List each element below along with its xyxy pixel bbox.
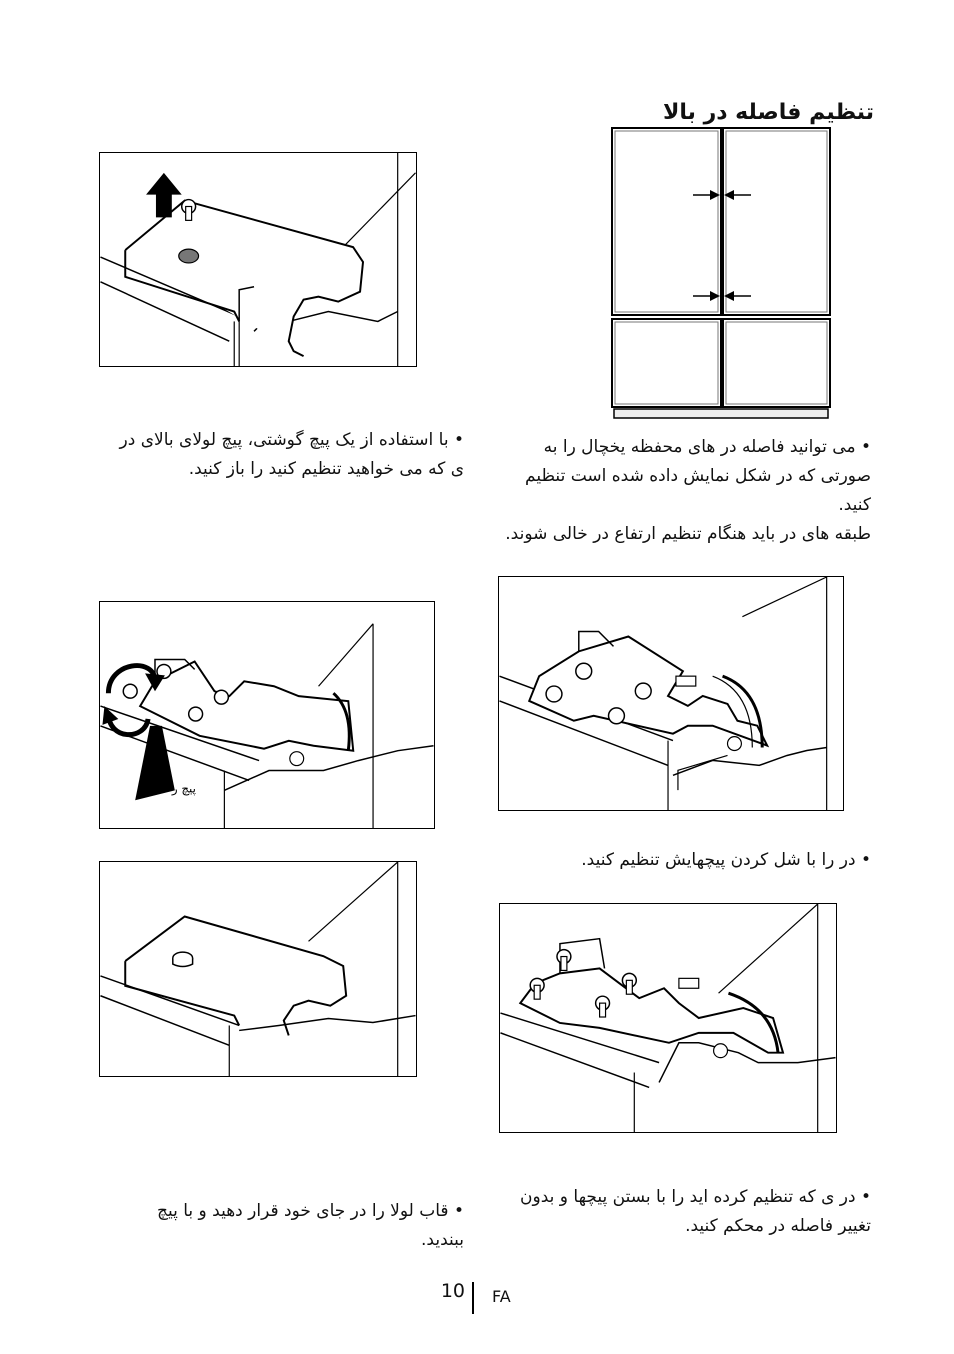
hinge-cover-removal-figure [99,152,417,367]
hinge-plate-figure [498,576,844,811]
step-1-text: • با استفاده از یک پیچ گوشتی، پیچ لولای بالای در ی که می خواهید تنظیم کنید را باز کنید. [119,430,464,479]
step-4-text: • قاب لولا را در جای خود قرار دهید و با پیچ ببندید. [157,1201,464,1250]
intro-line-4: طبقه های در باید هنگام تنظیم ارتفاع در خالی شوند. [505,524,871,544]
page-footer [0,1280,954,1314]
hinge-tightened-figure [499,903,837,1133]
intro-line-3: کنید. [838,495,871,515]
step-2-text: • در را با شل کردن پیچهایش تنظیم کنید. [581,850,871,870]
intro-text [505,433,871,549]
language-code: FA [492,1287,511,1306]
page-number: 10 [440,1280,465,1302]
fridge-front-diagram [608,125,834,420]
intro-line-1: • می توانید فاصله در های محفظه یخچال را به [543,437,871,457]
intro-line-2: صورتی که در شکل نمایش داده شده است تنظیم [525,466,871,486]
footer-divider [472,1282,474,1314]
screw-loosening-figure [99,601,435,829]
screw-callout-label: پیچ ر [171,781,196,796]
section-title: تنظیم فاصله در بالا [663,100,874,125]
step-3-text: • در ی که تنظیم کرده اید را با بستن پیچها و بدون تغییر فاصله در محکم کنید. [520,1187,871,1236]
hinge-cover-installed-figure [99,861,417,1077]
